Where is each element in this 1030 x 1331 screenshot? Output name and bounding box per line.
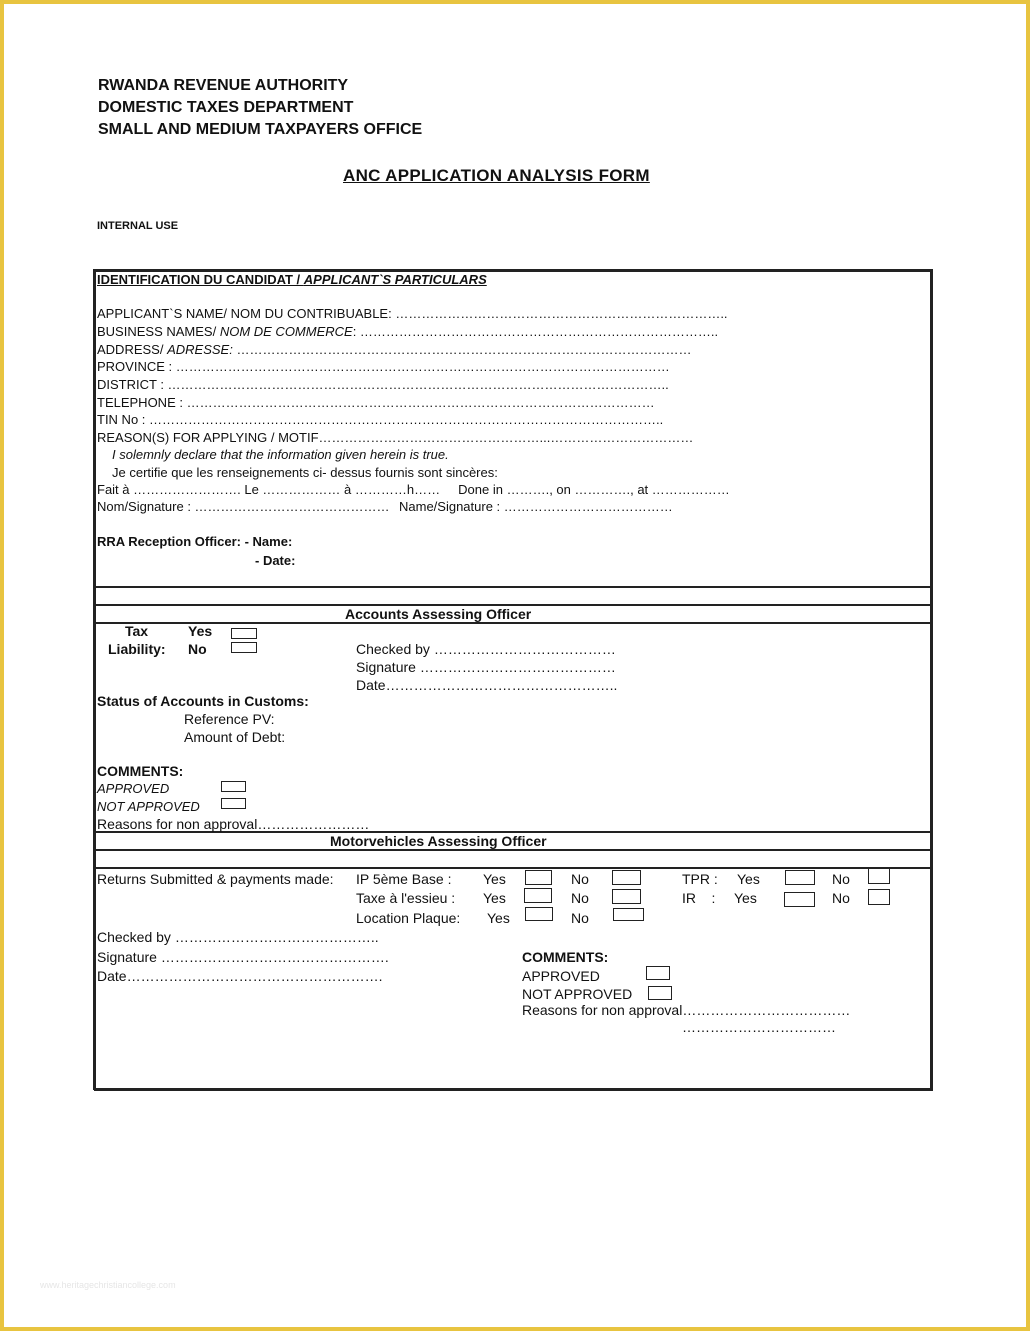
motor-signature-field[interactable]: Signature ………………………………………….	[97, 949, 389, 965]
declaration-en: I solemnly declare that the information given herein is true.	[112, 447, 449, 462]
tpr-yes-checkbox[interactable]	[785, 870, 815, 885]
tpr-no-label: No	[832, 871, 850, 887]
accounts-reasons-field[interactable]: Reasons for non approval……………………	[97, 816, 370, 832]
taxe-essieu-label: Taxe à l'essieu :	[356, 890, 456, 906]
form-border-left	[93, 269, 96, 1090]
amount-debt-label: Amount of Debt:	[184, 729, 286, 745]
motor-reasons-field[interactable]: Reasons for non approval………………………………	[522, 1002, 851, 1018]
telephone-field[interactable]: TELEPHONE : ………………………………………………………………………………………………	[97, 395, 655, 410]
department-name: DOMESTIC TAXES DEPARTMENT	[98, 99, 354, 116]
dots: ……………………………………………………………………………………………	[232, 342, 692, 357]
applicant-name-field[interactable]: APPLICANT`S NAME/ NOM DU CONTRIBUABLE: …………………………………………………………………..	[97, 306, 728, 321]
accounts-signature-field[interactable]: Signature ……………………………………	[356, 659, 616, 675]
motor-approved-label: APPROVED	[522, 968, 600, 984]
accounts-not-approved-label: NOT APPROVED	[97, 799, 200, 814]
motor-approved-checkbox[interactable]	[646, 966, 670, 980]
ir-yes-label: Yes	[734, 890, 757, 906]
plaque-yes-checkbox[interactable]	[525, 907, 553, 921]
location-plaque-label: Location Plaque:	[356, 910, 461, 926]
address-field[interactable]	[97, 342, 691, 357]
business-name-field[interactable]	[97, 324, 718, 339]
dots: : ………………………………………………………………………..	[352, 324, 719, 339]
internal-use-label: INTERNAL USE	[97, 220, 179, 232]
ir-no-label: No	[832, 890, 850, 906]
org-name: RWANDA REVENUE AUTHORITY	[98, 77, 349, 94]
liability-yes-label: Yes	[188, 623, 213, 639]
heading-en: APPLICANT`S PARTICULARS	[303, 272, 487, 287]
ip-no-label: No	[571, 871, 589, 887]
section-divider	[94, 586, 932, 588]
form-border-right	[930, 269, 933, 1090]
ir-label: IR :	[682, 890, 716, 906]
tpr-label: TPR :	[682, 871, 718, 887]
liability-no-checkbox[interactable]	[231, 642, 257, 653]
motor-comments-label: COMMENTS:	[522, 949, 609, 965]
ip-no-checkbox[interactable]	[612, 870, 641, 885]
accounts-comments-label: COMMENTS:	[97, 763, 184, 779]
section-divider	[94, 867, 932, 869]
liability-yes-checkbox[interactable]	[231, 628, 257, 639]
accounts-approved-checkbox[interactable]	[221, 781, 246, 792]
essieu-no-label: No	[571, 890, 589, 906]
accounts-date-field[interactable]: Date…………………………………………..	[356, 677, 618, 693]
liability-label: Liability:	[108, 641, 166, 657]
tpr-no-checkbox[interactable]	[868, 868, 890, 884]
declaration-fr: Je certifie que les renseignements ci- dessus fournis sont sincères:	[112, 465, 498, 480]
district-field[interactable]: DISTRICT : ……………………………………………………………………………………………………..	[97, 377, 669, 392]
motor-not-approved-label: NOT APPROVED	[522, 986, 633, 1002]
motor-checked-by-field[interactable]: Checked by ……………………………………..	[97, 929, 379, 945]
accounts-not-approved-checkbox[interactable]	[221, 798, 246, 809]
place-date-field[interactable]: Fait à ……………………. Le ……………… à …………h…… Done in ………., on …………., at ………………	[97, 482, 730, 497]
section-divider	[94, 849, 932, 851]
motor-section-title: Motorvehicles Assessing Officer	[330, 833, 547, 849]
ip-yes-checkbox[interactable]	[525, 870, 552, 885]
nom-signature-field[interactable]: Nom/Signature : ………………………………………	[97, 499, 390, 514]
heading-fr: IDENTIFICATION DU CANDIDAT /	[97, 272, 304, 287]
returns-label: Returns Submitted & payments made:	[97, 871, 334, 887]
watermark: www.heritagechristiancollege.com	[40, 1280, 176, 1290]
motor-date-field[interactable]: Date……………………………………………….	[97, 968, 383, 984]
plaque-yes-label: Yes	[487, 910, 510, 926]
ip-yes-label: Yes	[483, 871, 506, 887]
label-part: BUSINESS NAMES/	[97, 324, 220, 339]
label-part: ADDRESS/	[97, 342, 168, 357]
office-name: SMALL AND MEDIUM TAXPAYERS OFFICE	[98, 121, 423, 138]
essieu-yes-checkbox[interactable]	[524, 888, 552, 903]
particulars-heading	[97, 272, 487, 287]
tax-label: Tax	[125, 623, 149, 639]
ir-yes-checkbox[interactable]	[784, 892, 815, 907]
plaque-no-label: No	[571, 910, 589, 926]
motor-not-approved-checkbox[interactable]	[648, 986, 672, 1000]
name-signature-field[interactable]: Name/Signature : …………………………………	[399, 499, 673, 514]
ir-no-checkbox[interactable]	[868, 889, 890, 905]
form-title: ANC APPLICATION ANALYSIS FORM	[343, 166, 650, 185]
tpr-yes-label: Yes	[737, 871, 760, 887]
essieu-yes-label: Yes	[483, 890, 506, 906]
liability-no-label: No	[188, 641, 207, 657]
motor-reasons-continued[interactable]: ……………………………	[682, 1019, 836, 1035]
reference-pv-label: Reference PV:	[184, 711, 275, 727]
label-part: ADRESSE:	[167, 342, 233, 357]
essieu-no-checkbox[interactable]	[612, 889, 641, 904]
reception-officer-label: RRA Reception Officer: - Name:	[97, 534, 293, 549]
accounts-approved-label: APPROVED	[97, 781, 170, 796]
form-border-bottom	[94, 1088, 933, 1091]
label-part: NOM DE COMMERCE	[219, 324, 353, 339]
ip-base-label: IP 5ème Base :	[356, 871, 452, 887]
province-field[interactable]: PROVINCE : ……………………………………………………………………………………………………	[97, 359, 670, 374]
accounts-section-title: Accounts Assessing Officer	[345, 606, 532, 622]
tin-field[interactable]: TIN No : ………………………………………………………………………………………………………..	[97, 412, 664, 427]
customs-status-label: Status of Accounts in Customs:	[97, 693, 309, 709]
reason-field[interactable]: REASON(S) FOR APPLYING / MOTIF……………………………………………...……………………………	[97, 430, 694, 445]
section-divider	[94, 622, 932, 624]
accounts-checked-by-field[interactable]: Checked by …………………………………	[356, 641, 616, 657]
plaque-no-checkbox[interactable]	[613, 908, 644, 921]
reception-date-label: - Date:	[255, 553, 296, 568]
